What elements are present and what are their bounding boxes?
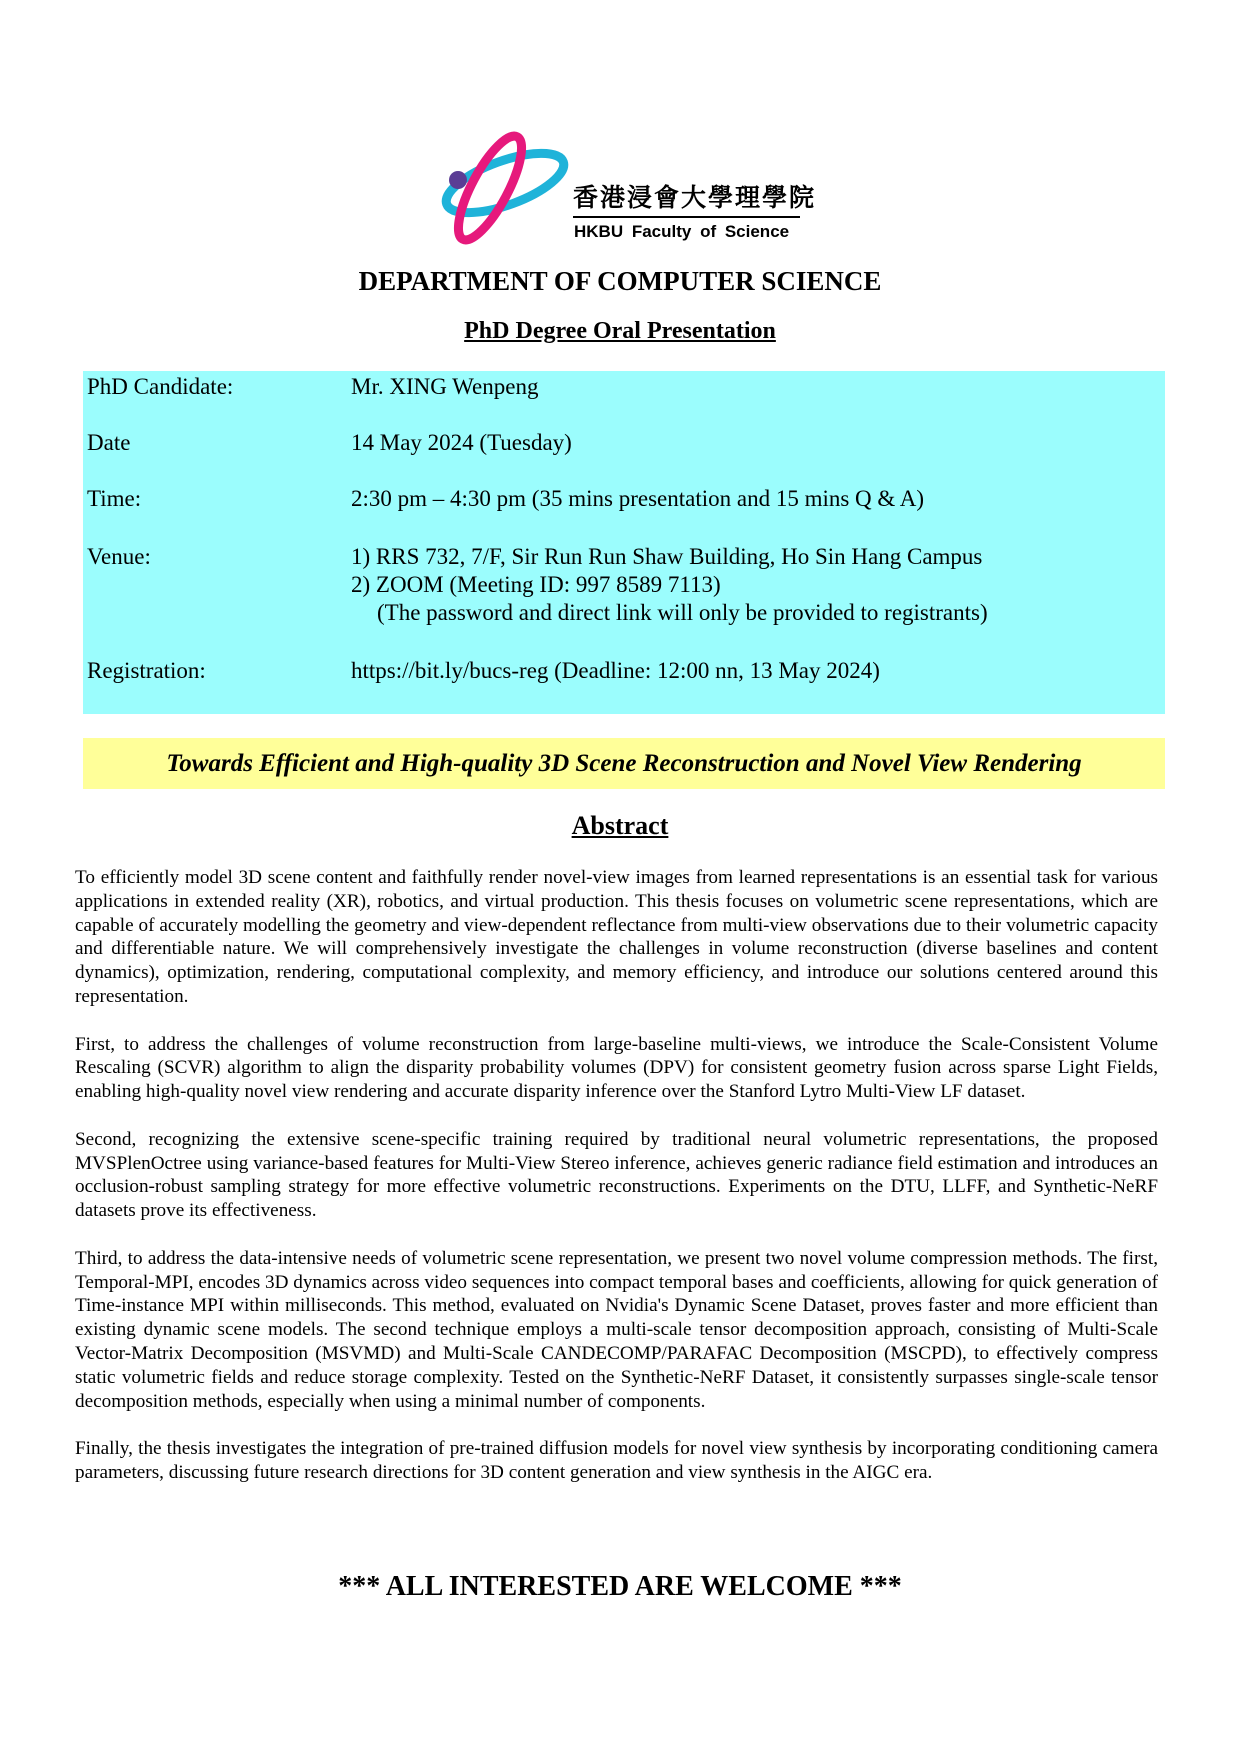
logo-chinese-text: 香港浸會大學理學院 bbox=[573, 183, 817, 212]
thesis-title: Towards Efficient and High-quality 3D Scene Reconstruction and Novel View Rendering bbox=[83, 738, 1165, 789]
candidate-label: PhD Candidate: bbox=[87, 374, 234, 399]
abstract-paragraph-3: Second, recognizing the extensive scene-specific training required by traditional neural volumetric representations, the proposed MVSPlenOctree using variance-based features for Multi-View Stereo inference, achieves generic radiance field estimation and introduces an occlusion-robust sampling strategy for more effective volumetric reconstructions. Experiments on the DTU, LLFF, and Synthetic-NeRF datasets prove its effectiveness. bbox=[75, 1128, 1158, 1222]
event-info-box bbox=[83, 371, 1165, 714]
date-value: 14 May 2024 (Tuesday) bbox=[351, 430, 572, 455]
registration-link[interactable]: https://bit.ly/bucs-reg (Deadline: 12:00 nn, 13 May 2024) bbox=[351, 658, 880, 683]
registration-label: Registration: bbox=[87, 658, 206, 683]
venue-line-1: 1) RRS 732, 7/F, Sir Run Run Shaw Building, Ho Sin Hang Campus bbox=[351, 544, 983, 569]
faculty-logo bbox=[440, 128, 820, 253]
abstract-paragraph-4: Third, to address the data-intensive needs of volumetric scene representation, we present two novel volume compression methods. The first, Temporal-MPI, encodes 3D dynamics across video sequences into compact temporal bases and coefficients, allowing for quick generation of Time-instance MPI within milliseconds. This method, evaluated on Nvidia's Dynamic Scene Dataset, proves faster and more efficient than existing dynamic scene models. The second technique employs a multi-scale tensor decomposition approach, consisting of Multi-Scale Vector-Matrix Decomposition (MSVMD) and Multi-Scale CANDECOMP/PARAFAC Decomposition (MSCPD), to effectively compress static volumetric fields and reduce storage complexity. Tested on the Synthetic-NeRF Dataset, it consistently surpasses single-scale tensor decomposition methods, especially when using a minimal number of components. bbox=[75, 1247, 1158, 1412]
venue-label: Venue: bbox=[87, 544, 151, 569]
venue-line-2: 2) ZOOM (Meeting ID: 997 8589 7113) bbox=[351, 572, 721, 597]
venue-line-3: (The password and direct link will only be provided to registrants) bbox=[377, 600, 988, 625]
abstract-paragraph-2: First, to address the challenges of volume reconstruction from large-baseline multi-views, we introduce the Scale-Consistent Volume Rescaling (SCVR) algorithm to align the disparity probability volumes (DPV) for consistent geometry fusion across sparse Light Fields, enabling high-quality novel view rendering and accurate disparity inference over the Stanford Lytro Multi-View LF dataset. bbox=[75, 1033, 1158, 1103]
candidate-value: Mr. XING Wenpeng bbox=[351, 374, 539, 399]
logo-divider bbox=[573, 216, 800, 218]
abstract-paragraph-1: To efficiently model 3D scene content and faithfully render novel-view images from learned representations is an essential task for various applications in extended reality (XR), robotics, and virtual production. This thesis focuses on volumetric scene representations, which are capable of accurately modelling the geometry and view-dependent reflectance from multi-view observations due to their volumetric capacity and differentiable nature. We will comprehensively investigate the challenges in volume reconstruction (diverse baselines and content dynamics), optimization, rendering, computational complexity, and memory efficiency, and introduce our solutions centered around this representation. bbox=[75, 867, 1158, 1007]
atom-icon bbox=[440, 128, 570, 253]
time-label: Time: bbox=[87, 486, 142, 511]
date-label: Date bbox=[87, 430, 131, 455]
abstract-paragraph-5: Finally, the thesis investigates the integration of pre-trained diffusion models for novel view synthesis by incorporating conditioning camera parameters, discussing future research directions for 3D content generation and view synthesis in the AIGC era. bbox=[75, 1438, 1158, 1483]
abstract-body bbox=[75, 866, 1158, 1509]
abstract-heading: Abstract bbox=[571, 811, 669, 840]
welcome-banner: *** ALL INTERESTED ARE WELCOME *** bbox=[338, 1571, 902, 1602]
logo-english-text: HKBU Faculty of Science bbox=[574, 222, 790, 241]
time-value: 2:30 pm – 4:30 pm (35 mins presentation and 15 mins Q & A) bbox=[351, 486, 925, 511]
department-heading: DEPARTMENT OF COMPUTER SCIENCE bbox=[358, 266, 882, 296]
event-subtitle: PhD Degree Oral Presentation bbox=[464, 318, 776, 344]
